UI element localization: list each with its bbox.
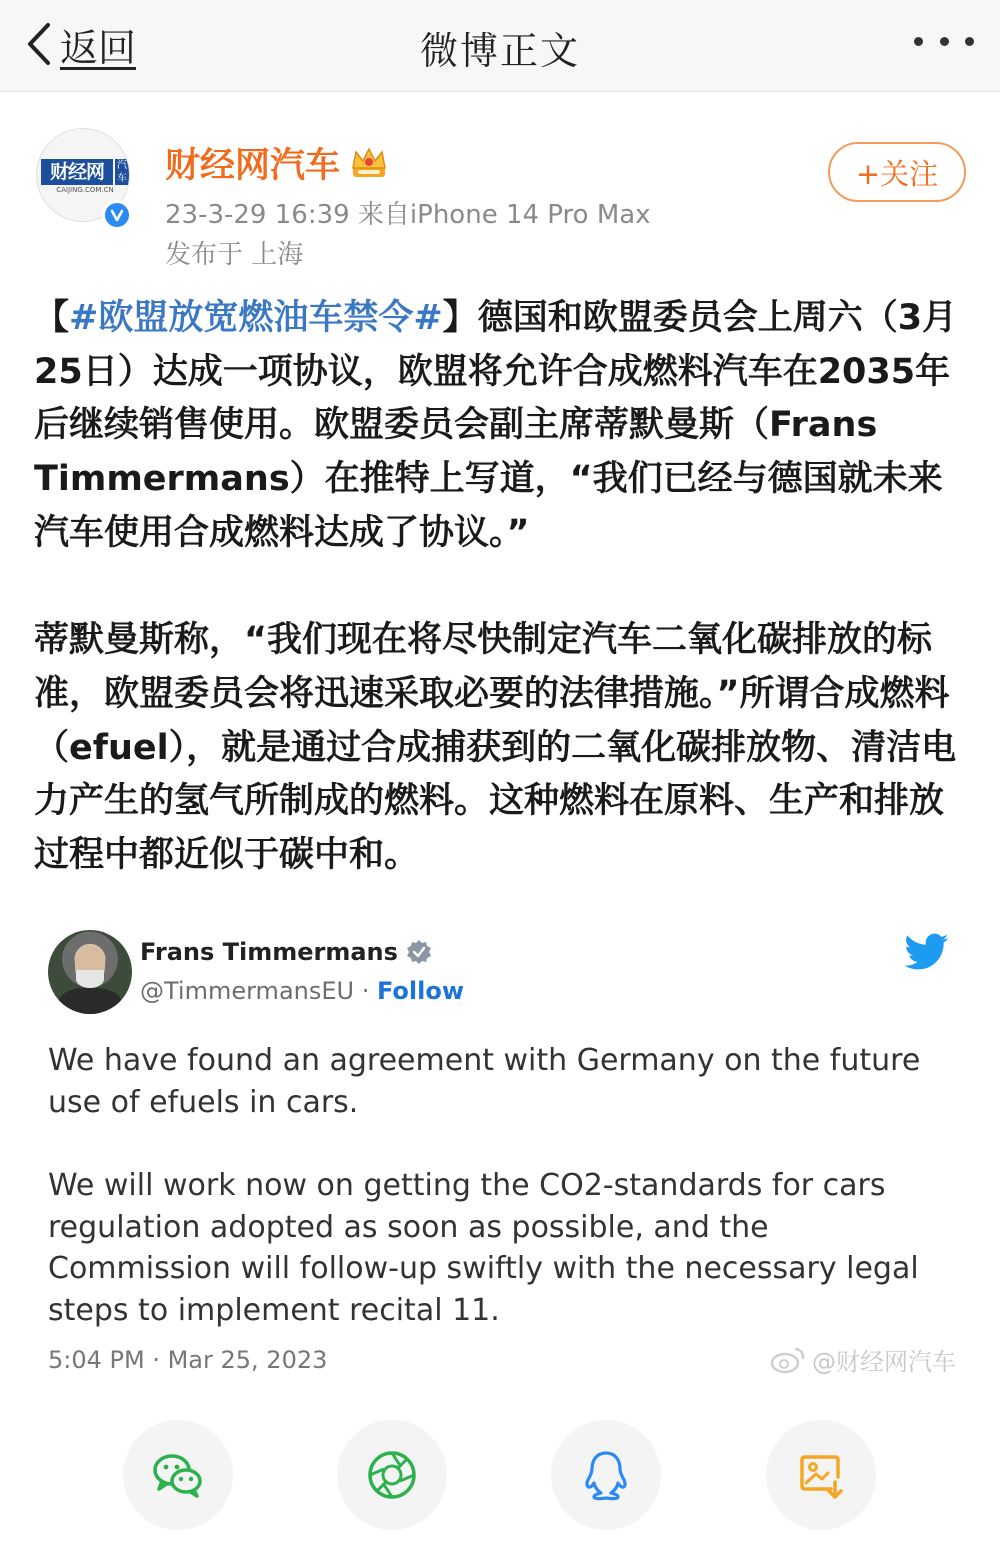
post-body <box>34 292 970 883</box>
post-meta: 23-3-29 16:39 来自iPhone 14 Pro Max <box>165 200 651 230</box>
weibo-watermark <box>770 1342 956 1377</box>
tweet-paragraph-spacer <box>48 1123 958 1165</box>
tweet-follow-link: Follow <box>376 977 465 1005</box>
caijing-logo <box>41 159 129 193</box>
avatar-suit-shape <box>58 988 122 1014</box>
weibo-logo-icon <box>770 1345 806 1375</box>
logo-side-text: 汽车 <box>117 160 127 184</box>
more-dot-icon <box>965 37 974 46</box>
crown-icon <box>350 146 388 180</box>
bracket-close: 】 <box>442 298 478 338</box>
tweet-verified-icon <box>406 939 432 965</box>
logo-domain-text: CAIJING.COM.CN <box>56 186 114 194</box>
hashtag-link[interactable]: #欧盟放宽燃油车禁令# <box>69 298 443 338</box>
share-wechat-button[interactable] <box>123 1420 233 1530</box>
more-dot-icon <box>940 37 949 46</box>
tweet-author-handle <box>140 977 464 1005</box>
tweet-paragraph-2: We will work now on getting the CO2-standards for cars regulation adopted as soon as possible, and the Commission will follow-up swiftly with the necessary legal steps to implement recital 11. <box>48 1168 919 1328</box>
qq-icon <box>576 1445 636 1505</box>
tweet-handle-text: @TimmermansEU · <box>140 977 377 1005</box>
bracket-open: 【 <box>34 298 70 338</box>
back-label: 返回 <box>60 25 137 70</box>
post-location: 发布于 上海 <box>165 240 304 270</box>
tweet-body <box>48 1040 958 1331</box>
wechat-icon <box>148 1445 208 1505</box>
post-paragraph-2: 蒂默曼斯称，“我们现在将尽快制定汽车二氧化碳排放的标准，欧盟委员会将迅速采取必要的法律措施。”所谓合成燃料（efuel），就是通过合成捕获到的二氧化碳排放物、清洁电力产生的氢气所制成的燃料。这种燃料在原料、生产和排放过程中都近似于碳中和。 <box>34 620 957 876</box>
twitter-bird-icon <box>905 933 949 971</box>
avatar-beard-shape <box>76 970 104 988</box>
tweet-paragraph-1: We have found an agreement with Germany on the future use of efuels in cars. <box>48 1043 921 1120</box>
author-name-text: 财经网汽车 <box>165 146 341 186</box>
share-qq-button[interactable] <box>551 1420 661 1530</box>
save-image-icon <box>791 1445 851 1505</box>
more-dot-icon <box>914 37 923 46</box>
tweet-timestamp: 5:04 PM · Mar 25, 2023 <box>48 1346 328 1374</box>
page-title: 微博正文 <box>419 29 580 73</box>
more-options-button[interactable] <box>914 26 974 56</box>
post-paragraph-1-text: 德国和欧盟委员会上周六（3月25日）达成一项协议，欧盟将允许合成燃料汽车在2035年后继续销售使用。欧盟委员会副主席蒂默曼斯（Frans Timmermans）在推特上写道，“我们已经与德国就未来汽车使用合成燃料达成了协议。” <box>34 298 958 553</box>
follow-button[interactable]: +关注 <box>828 142 966 202</box>
top-nav-bar <box>0 0 1000 92</box>
watermark-text: @财经网汽车 <box>812 1348 956 1376</box>
author-name[interactable] <box>165 138 388 188</box>
save-image-button[interactable] <box>766 1420 876 1530</box>
verified-badge-icon <box>102 200 132 230</box>
tweet-author-name-text: Frans Timmermans <box>140 938 398 966</box>
paragraph-spacer <box>34 561 970 615</box>
share-moments-button[interactable] <box>337 1420 447 1530</box>
logo-main-text: 财经网 <box>41 159 113 185</box>
post-paragraph-1 <box>34 292 970 561</box>
tweet-author-avatar <box>48 930 132 1014</box>
tweet-author-name <box>140 938 432 966</box>
moments-icon <box>362 1445 422 1505</box>
share-bar <box>0 1420 1000 1530</box>
